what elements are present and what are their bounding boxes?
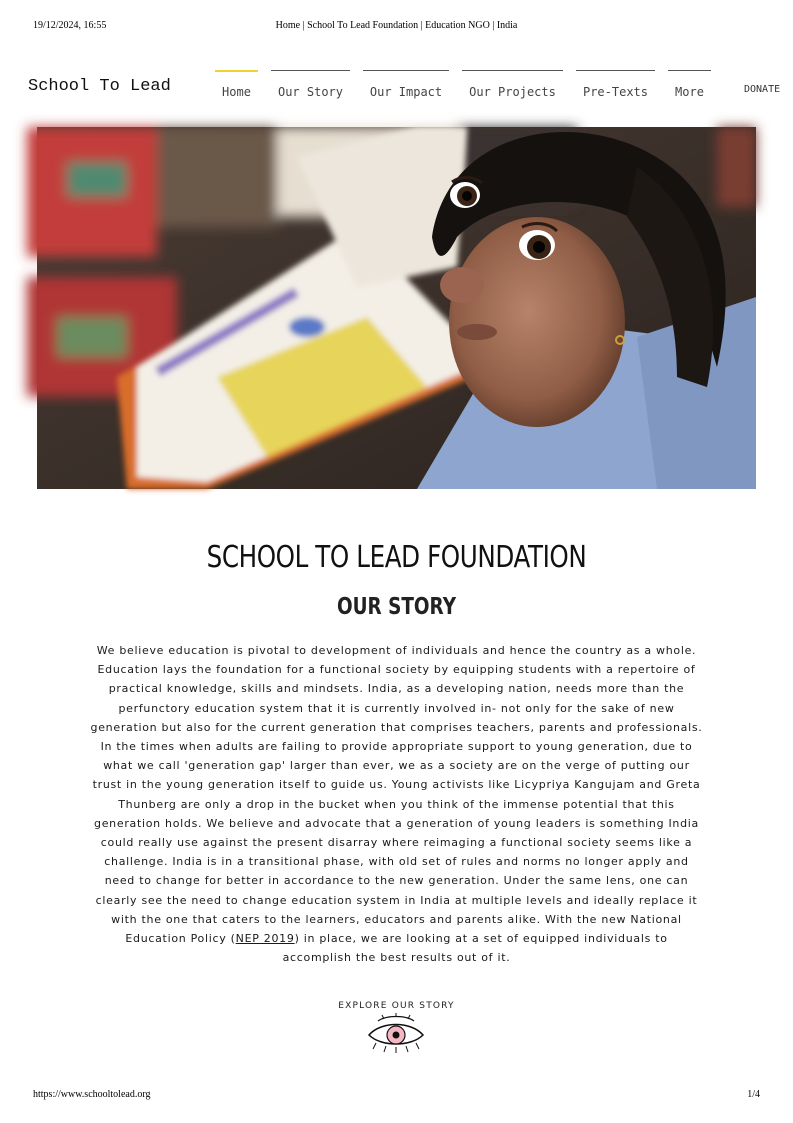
eye-icon[interactable] [366, 1013, 426, 1055]
nav-item-our-story[interactable]: Our Story [271, 70, 350, 104]
nav-item-our-impact[interactable]: Our Impact [363, 70, 449, 104]
print-page-title: Home | School To Lead Foundation | Education NGO | India [275, 20, 518, 31]
explore-our-story-label[interactable]: EXPLORE OUR STORY [338, 1001, 455, 1011]
page-title: SCHOOL TO LEAD FOUNDATION [206, 540, 587, 575]
print-page-number: 1/4 [747, 1089, 760, 1100]
nep-2019-link[interactable]: NEP 2019 [235, 932, 295, 946]
nav-item-more[interactable]: More [668, 70, 711, 104]
site-navigation [0, 60, 793, 110]
nav-item-donate-cut[interactable]: DONATE [744, 84, 781, 95]
nav-item-pre-texts[interactable]: Pre-Texts [576, 70, 655, 104]
section-title-our-story: OUR STORY [336, 594, 457, 620]
print-datetime: 19/12/2024, 16:55 [33, 20, 107, 31]
hero-image [37, 127, 756, 489]
print-header [33, 20, 760, 34]
story-paragraph: We believe education is pivotal to development of individuals and hence the country as a whole. Education lays the foundation for a functional society by equipping students with a repertoire of practical knowledge, skills and mindsets. India, as a developing nation, needs more than the perfunctory education system that it is currently involved in- not only for the sake of new generation but also for the current generation that comprises teachers, parents and professionals. In the times when adults are failing to provide appropriate support to young generation, due to what we call 'generation gap' larger than ever, we as a society are on the verge of putting our trust in the young generation itself to guide us. Young activists like Licypriya Kangujam and Greta Thunberg are only a drop in the bucket when you think of the immense potential that this generation holds. We believe and advocate that a generation of young leaders is something India could really use against the present disarray where reimaging a functional society seems like a challenge. India is in a transitional phase, with old set of rules and norms no longer apply and need to change for better in accordance to the new generation. Under the same lens, one can clearly see the need to change education system in India at multiple levels and ideally replace it with the one that caters to the learners, educators and parents alike. With the new National Education Policy (NEP 2019) in place, we are looking at a set of equipped individuals to accomplish the best results out of it. [90, 644, 703, 965]
print-footer [33, 1089, 760, 1103]
print-url: https://www.schooltolead.org [33, 1089, 151, 1100]
site-logo[interactable]: School To Lead [28, 77, 171, 96]
nav-item-our-projects[interactable]: Our Projects [462, 70, 563, 104]
hero-photo-child-with-book-icon [37, 127, 756, 489]
nav-item-home[interactable]: Home [215, 70, 258, 104]
